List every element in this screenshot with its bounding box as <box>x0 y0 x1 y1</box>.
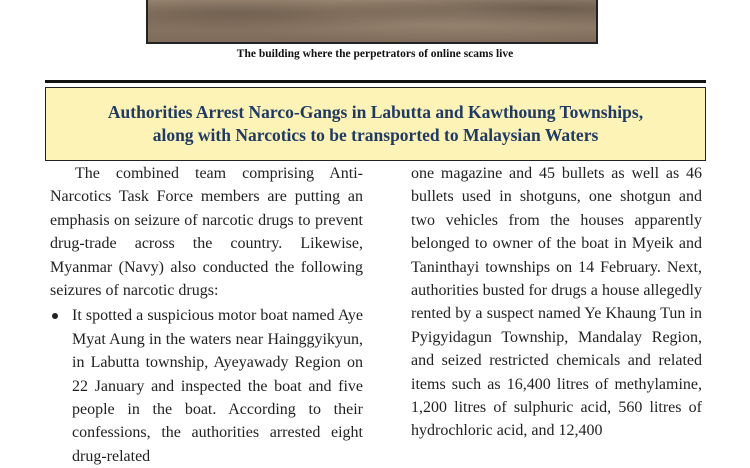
bullet-item <box>50 304 363 468</box>
article-column-right <box>411 162 702 443</box>
headline-line-1: Authorities Arrest Narco-Gangs in Labutta and Kawthoung Townships, <box>107 102 644 122</box>
article-paragraph: The combined team comprising Anti-Narcotics Task Force members are putting an emphasis on seizure of narcotic drugs to prevent drug-trade across the country. Likewise, Myanmar (Navy) also conducted the following seizures of narcotic drugs: <box>50 165 363 300</box>
article-photo <box>146 0 598 44</box>
photo-texture <box>148 0 596 42</box>
photo-caption: The building where the perpetrators of online scams live <box>236 48 514 60</box>
headline-line-2: along with Narcotics to be transported to Malaysian Waters <box>152 125 599 145</box>
headline-box <box>45 87 706 161</box>
section-divider <box>45 80 706 83</box>
article-column-left <box>50 162 363 468</box>
article-paragraph: one magazine and 45 bullets as well as 46 bullets used in shotguns, one shotgun and two vehicles from the houses apparently belonged to owner of the boat in Myeik and Taninthayi townships on 14 February. Next, authorities busted for drugs a house allegedly rented by a suspect named Ye Khaung Tun in Pyigyidagun Township, Mandalay Region, and seized restricted chemicals and related items such as 16,400 litres of methylamine, 1,200 litres of sulphuric acid, 560 litres of hydrochloric acid, and 12,400 <box>411 165 702 440</box>
bullet-text: It spotted a suspicious motor boat named Aye Myat Aung in the waters near Hainggyikyun, in Labutta township, Ayeyawady Region on 22 January and inspected the boat and five people in the boat. According to their confessions, the authorities arrested eight drug-related <box>72 307 363 465</box>
article-headline <box>108 101 643 147</box>
bullet-dot-icon <box>52 313 58 319</box>
